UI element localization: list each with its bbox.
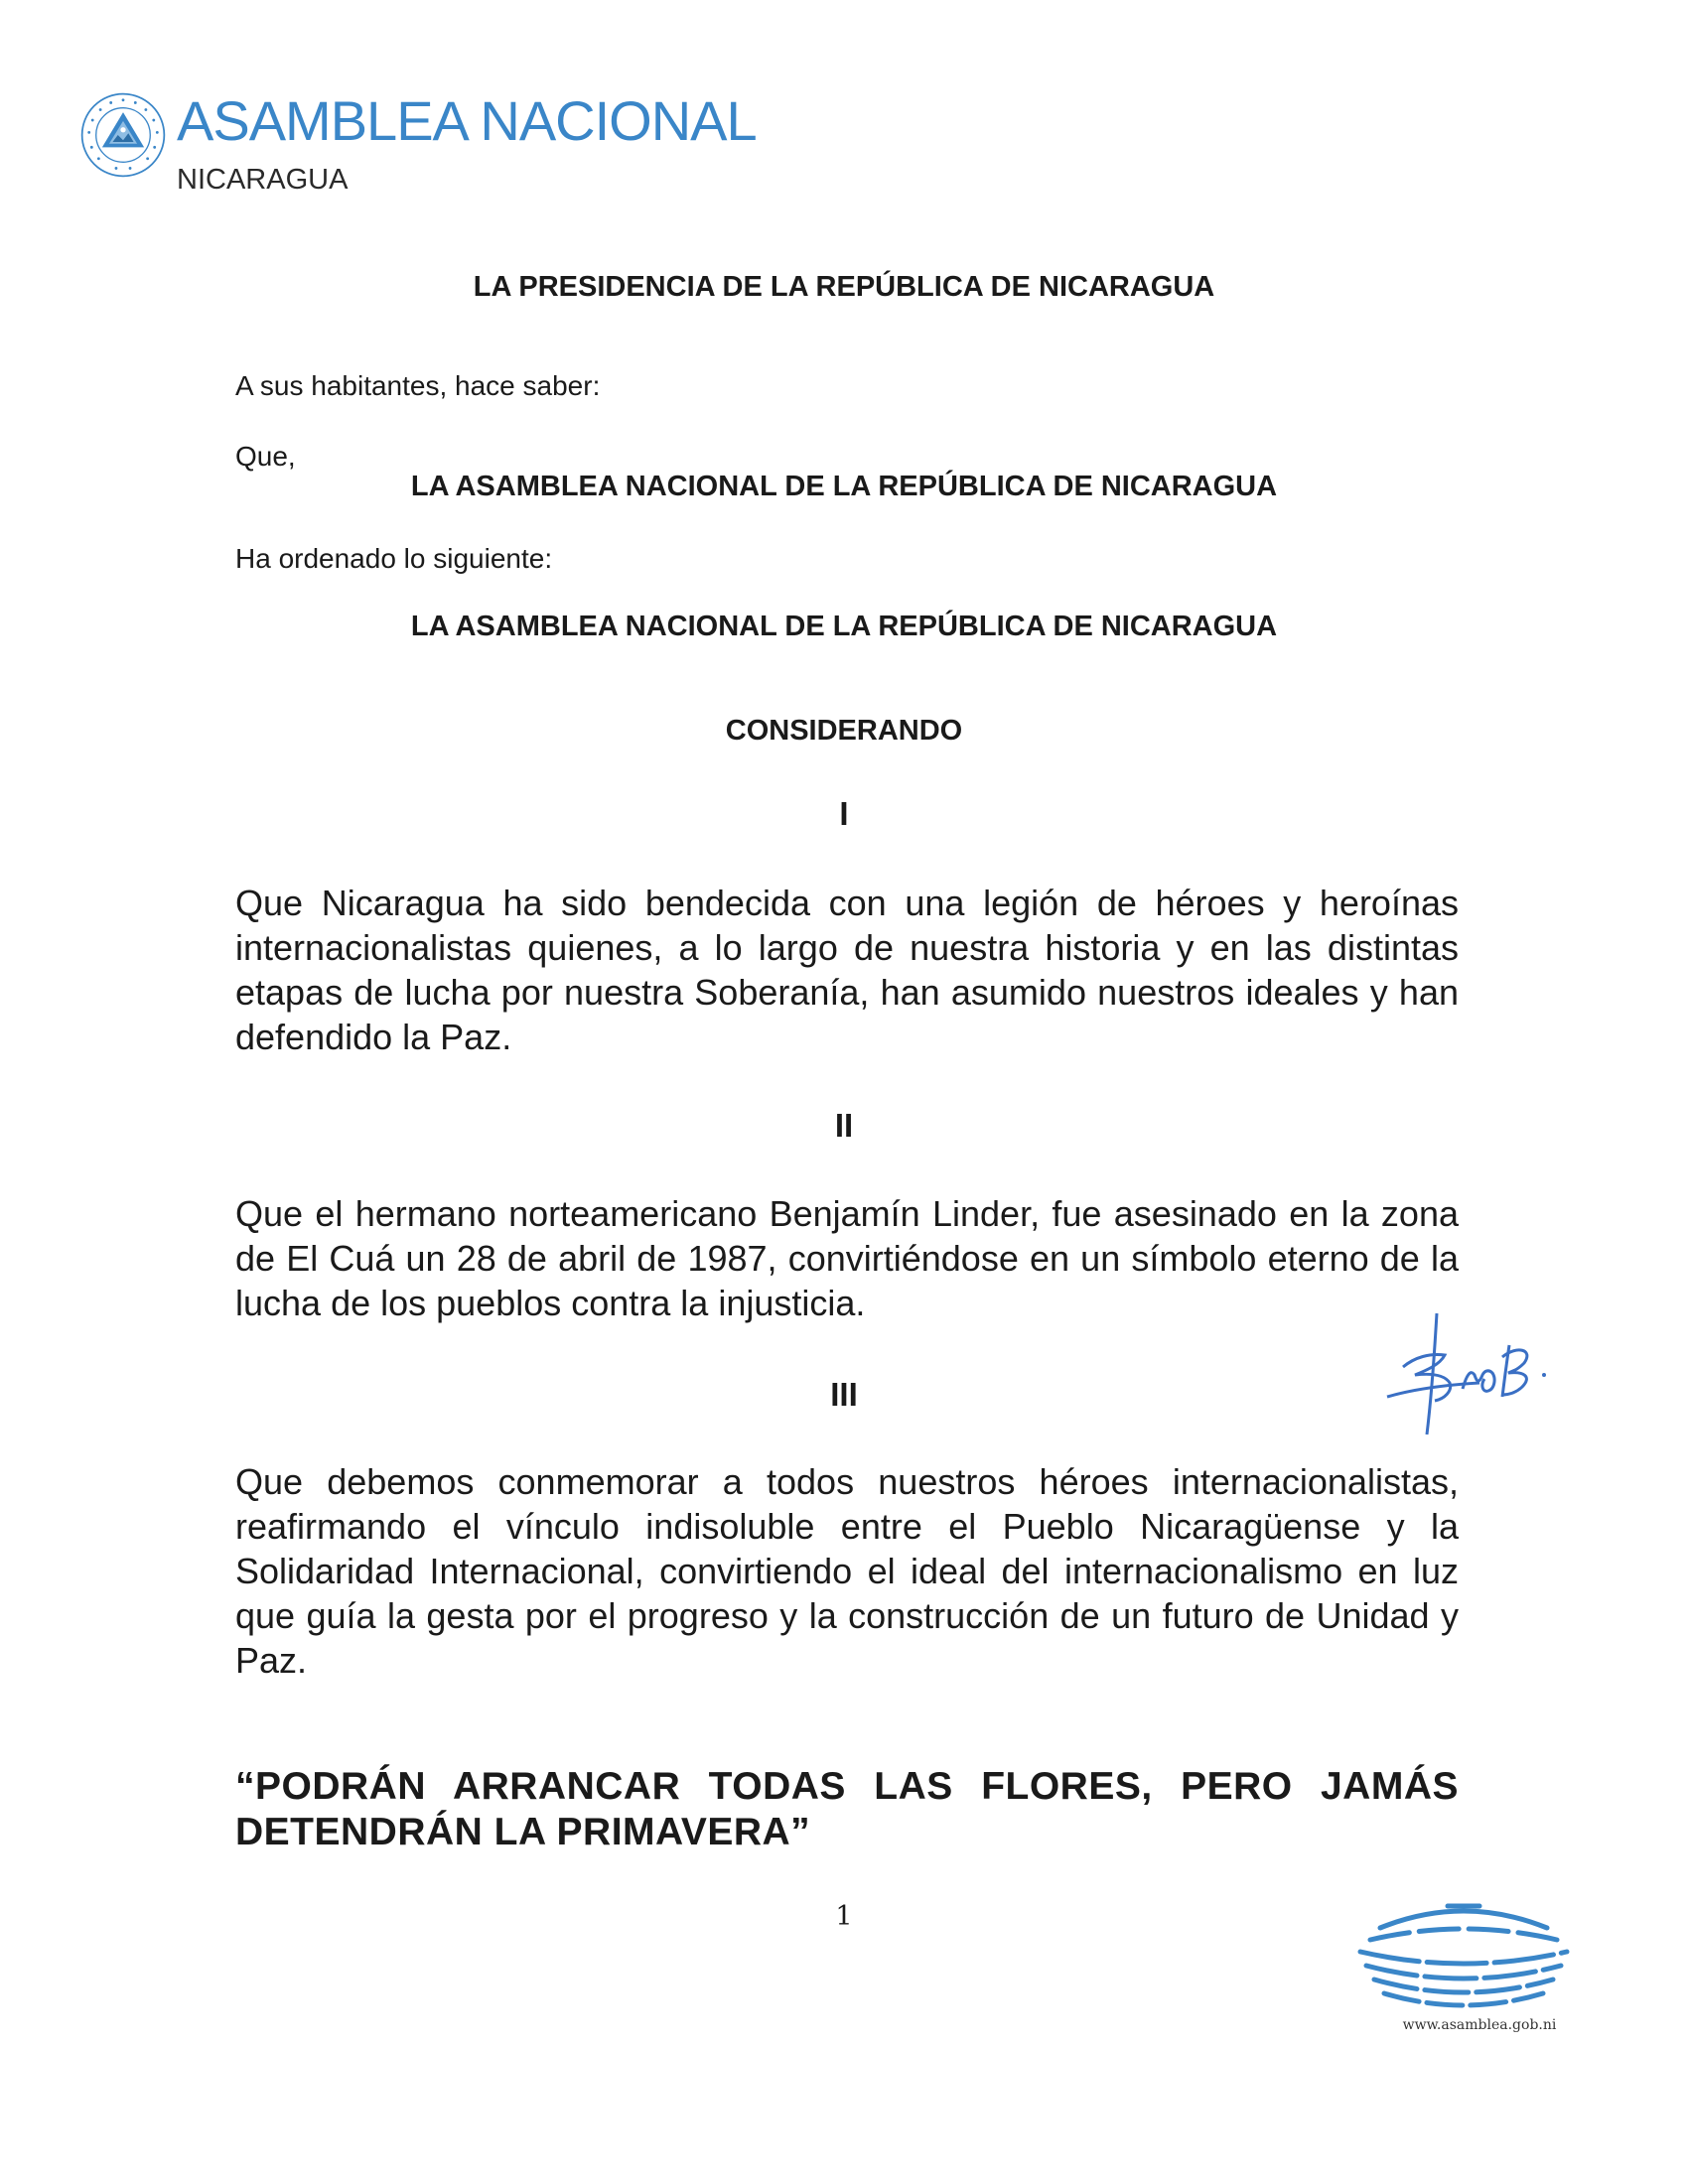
assembly-heading-second: LA ASAMBLEA NACIONAL DE LA REPÚBLICA DE NICARAGUA [410, 611, 1278, 642]
que-line: Que, [235, 441, 296, 472]
section-text-iii: Que debemos conmemorar a todos nuestros héroes internacionalistas, reafirmando el vínculo indisoluble entre el Pueblo Nicaragüense y la Solidaridad Internacional, convirtiendo el ideal del internacionalismo en luz que guía la gesta por el progreso y la construcción de un futuro de Unidad y Paz. [235, 1461, 1459, 1681]
section-numeral-i: I [839, 795, 849, 832]
national-seal-icon [79, 91, 167, 179]
considerando-heading: CONSIDERANDO [725, 715, 963, 747]
section-numeral-iii: III [830, 1376, 858, 1413]
section-text-i: Que Nicaragua ha sido bendecida con una legión de héroes y heroínas internacionalistas quienes, a lo largo de nuestra historia y en las distintas etapas de lucha por nuestra Soberanía, han asumido nuestros ideales y han defendido la Paz. [235, 883, 1459, 1057]
page-number: 1 [835, 1901, 853, 1932]
organization-country: NICARAGUA [177, 164, 349, 196]
assembly-heading: LA ASAMBLEA NACIONAL DE LA REPÚBLICA DE NICARAGUA [410, 471, 1278, 502]
closing-quote: “PODRÁN ARRANCAR TODAS LAS FLORES, PERO JAMÁS DETENDRÁN LA PRIMAVERA” [235, 1765, 1459, 1853]
footer-website: www.asamblea.gob.ni [1402, 2017, 1557, 2033]
ordered-line: Ha ordenado lo siguiente: [235, 543, 553, 574]
section-numeral-ii: II [834, 1107, 854, 1144]
organization-name: ASAMBLEA NACIONAL [177, 89, 757, 152]
assembly-hemicycle-logo-icon [1331, 1896, 1599, 2025]
document-title: LA PRESIDENCIA DE LA REPÚBLICA DE NICARAGUA [473, 271, 1215, 303]
section-text-ii: Que el hermano norteamericano Benjamín Linder, fue asesinado en la zona de El Cuá un 28 de abril de 1987, convirtiéndose en un símbolo eterno de la lucha de los pueblos contra la injusticia. [235, 1193, 1459, 1323]
intro-line: A sus habitantes, hace saber: [235, 370, 601, 401]
